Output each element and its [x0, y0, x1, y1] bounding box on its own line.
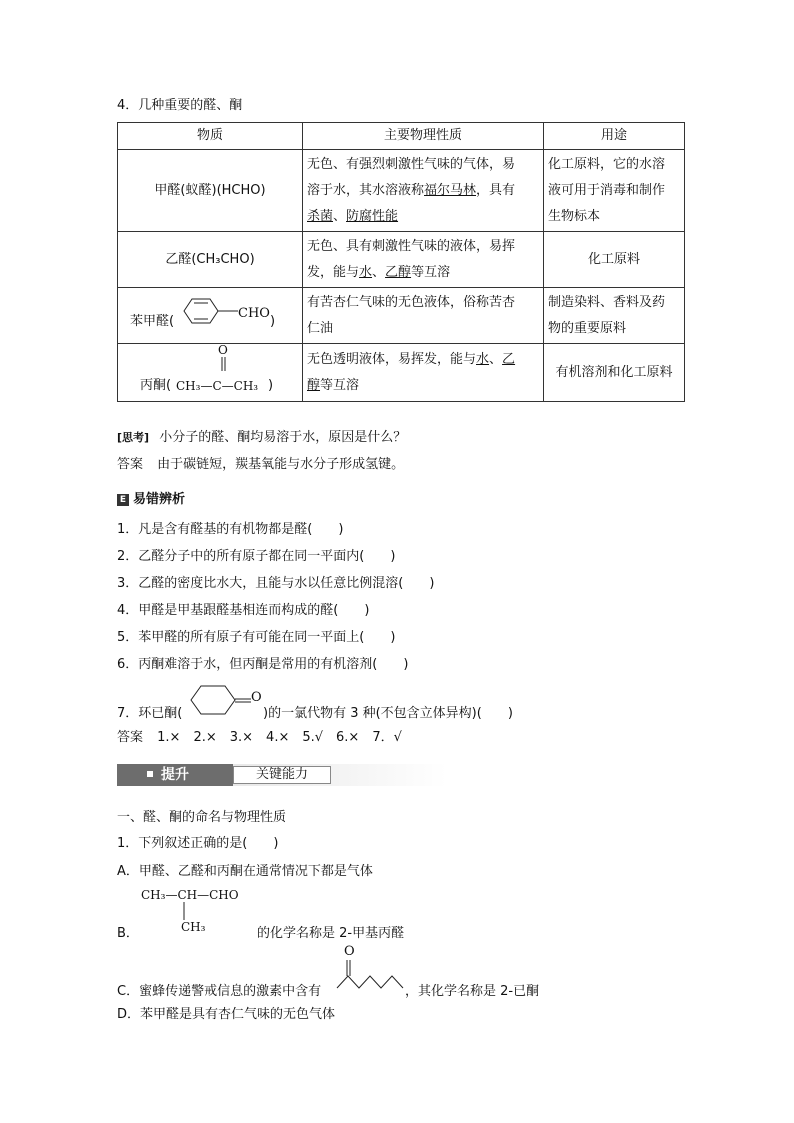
mistake-item: 6．丙酮难溶于水，但丙酮是常用的有机溶剂( )	[117, 657, 409, 672]
table-row	[118, 150, 685, 232]
mistakes-answer-line	[117, 730, 402, 746]
acetone-name: 丙酮( O CH₃—C—CH₃ )	[118, 344, 303, 402]
think-answer-label: 答案	[117, 457, 144, 472]
header-properties: 主要物理性质	[303, 123, 544, 150]
acetaldehyde-name: 乙醛(CH₃CHO)	[118, 232, 303, 288]
formaldehyde-name: 甲醛(蚁醛)(HCHO)	[118, 150, 303, 232]
formaldehyde-props: 无色、有强烈刺激性气味的气体，易 溶于水，其水溶液称福尔马林，具有 杀菌、防腐性能	[303, 150, 544, 232]
acetone-uses: 有机溶剂和化工原料	[544, 344, 685, 402]
think-answer: 由于碳链短，羰基氧能与水分子形成氢键。	[157, 457, 405, 472]
header-uses: 用途	[544, 123, 685, 150]
benzaldehyde-uses: 制造染料、香料及药 物的重要原料	[544, 288, 685, 344]
mistake-item: 1．凡是含有醛基的有机物都是醛( )	[117, 522, 344, 537]
section-banner	[117, 764, 431, 786]
table-row	[118, 288, 685, 344]
error-icon: E	[117, 494, 129, 506]
think-question: 小分子的醛、酮均易溶于水，原因是什么？	[159, 430, 407, 445]
option-b: CH₃—CH—CHO CH₃ B． 的化学名称是 2-甲基丙醛	[117, 888, 405, 941]
table-row	[118, 344, 685, 402]
section-heading: 4．几种重要的醛、酮	[117, 98, 243, 113]
mistake-item: 2．乙醛分子中的所有原子都在同一平面内( )	[117, 549, 396, 564]
benzaldehyde-props: 有苦杏仁气味的无色液体，俗称苦杏 仁油	[303, 288, 544, 344]
question-1: 1．下列叙述正确的是( )	[117, 836, 279, 851]
think-tag: [思考]	[117, 431, 150, 444]
2-hexanone-skeleton	[335, 958, 415, 992]
banner-tag: 提升	[117, 764, 233, 786]
methyl-branch-bond	[181, 902, 187, 922]
part1-title: 一、醛、酮的命名与物理性质	[117, 810, 287, 825]
carbonyl-double-bond	[220, 357, 228, 373]
think-question-line	[117, 430, 406, 446]
mistakes-title-line	[117, 492, 185, 508]
option-d: D．苯甲醛是具有杏仁气味的无色气体	[117, 1007, 336, 1022]
acetaldehyde-uses: 化工原料	[544, 232, 685, 288]
acetaldehyde-props: 无色、具有刺激性气味的液体，易挥 发，能与水、乙醇等互溶	[303, 232, 544, 288]
header-substance: 物质	[118, 123, 303, 150]
benzaldehyde-name: 苯甲醛( CHO )	[118, 288, 303, 344]
option-a: A．甲醛、乙醛和丙酮在通常情况下都是气体	[117, 864, 373, 879]
mistake-item-7: 7．环已酮( O )的一氯代物有 3 种(不包含立体异构)( )	[117, 684, 537, 720]
table-header-row	[118, 123, 685, 150]
mistake-item: 3．乙醛的密度比水大，且能与水以任意比例混溶( )	[117, 576, 435, 591]
mistake-item: 4．甲醛是甲基跟醛基相连而构成的醛( )	[117, 603, 370, 618]
aldehyde-ketone-table	[117, 122, 685, 402]
option-c: C．蜜蜂传递警戒信息的激素中含有 O ，其化学名称是 2-已酮	[117, 944, 540, 999]
mistakes-answer-label: 答案	[117, 730, 144, 745]
banner-label: 关键能力	[233, 766, 331, 784]
table-row	[118, 232, 685, 288]
formaldehyde-uses: 化工原料，它的水溶 液可用于消毒和制作 生物标本	[544, 150, 685, 232]
mistakes-answer: 1.× 2.× 3.× 4.× 5.√ 6.× 7．√	[157, 730, 402, 745]
mistakes-title: 易错辨析	[133, 492, 186, 507]
acetone-props: 无色透明液体，易挥发，能与水、乙 醇等互溶	[303, 344, 544, 402]
mistake-item: 5．苯甲醛的所有原子有可能在同一平面上( )	[117, 630, 396, 645]
think-answer-line	[117, 457, 404, 473]
benzene-ring-structure	[176, 293, 246, 329]
